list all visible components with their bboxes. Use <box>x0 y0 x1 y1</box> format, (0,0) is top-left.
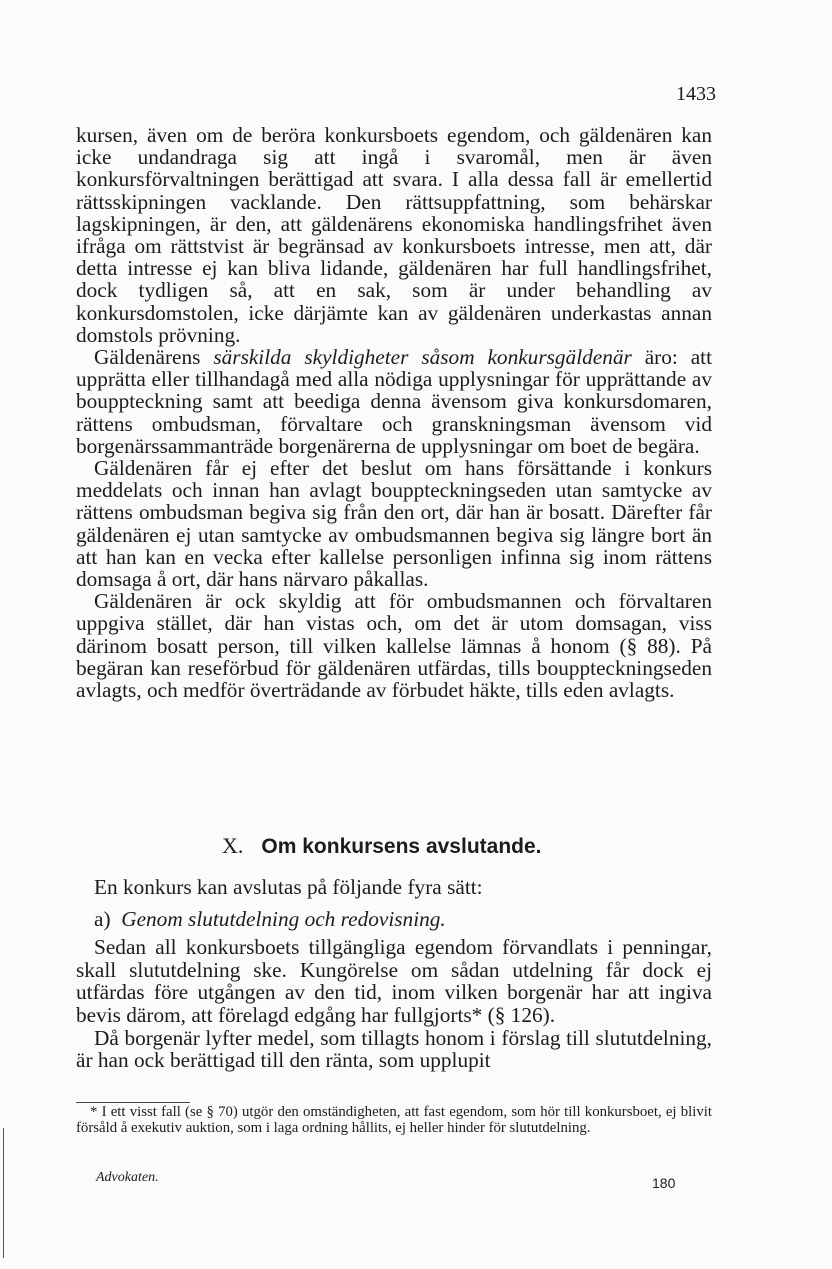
paragraph-4: Gäldenären är ock skyldig att för ombudsmannen och förvaltaren uppgiva stället, där han vistas och, om det är utom domsagan, viss därinom bosatt person, till vilken kallelse lämnas å honom (§ 88). På begäran kan reseförbud för gäldenären utfärdas, tills bouppteckningseden avlagts, och medför överträdande av förbudet häkte, tills eden avlagts. <box>76 589 712 703</box>
paragraph-2 <box>76 346 712 457</box>
scan-edge-line <box>3 1128 4 1258</box>
list-item-a <box>76 908 712 931</box>
paragraph-5: Sedan all konkursboets tillgängliga egendom förvandlats i penningar, skall slututdelning ske. Kungörelse om sådan utdelning får dock ej utfärdas före utgången av den tid, inom vilken borgenär har att ingiva bevis därom, att förelagd edgång har fullgjorts* (§ 126). <box>76 935 712 1027</box>
sheet-number: 180 <box>652 1175 676 1191</box>
signature-mark: Advokaten. <box>96 1170 159 1185</box>
footnote-divider <box>76 1102 190 1103</box>
section-title: Om konkursens avslutande. <box>261 835 542 858</box>
paragraph-2-emphasis: särskilda skyldigheter såsom konkursgäldenär <box>213 345 632 370</box>
paragraph-3: Gäldenären får ej efter det beslut om hans försättande i konkurs meddelats och innan han avlagt bouppteckningseden utan samtycke av rättens ombudsman begiva sig från den ort, där han är bosatt. Därefter får gäldenären ej utan samtycke av ombudsmannen begiva sig längre bort än att han kan en vecka efter kallelse personligen infinna sig inom rättens domsaga å ort, där hans närvaro påkallas. <box>76 456 712 592</box>
paragraph-2-end: äro: att upprätta eller tillhandagå med alla nödiga upplysningar för upprättande av bouppteckning samt att beediga denna ävensom giva konkursdomaren, rättens ombudsman, förvaltare och granskningsman ävensom vid borgenärssammanträde borgenärerna de upplysningar om boet de begära. <box>76 345 713 458</box>
paragraph-1: kursen, även om de beröra konkursboets egendom, och gäldenären kan icke undandraga sig att ingå i svaromål, men är även konkursförvaltningen berättigad att svara. I alla dessa fall är emellertid rättsskipningen vacklande. Den rättsuppfattning, som behärskar lagskipningen, är den, att gäldenärens ekonomiska handlingsfrihet även ifråga om rättstvist är begränsad av konkursboets intresse, men att, där detta intresse ej kan bliva lidande, gäldenären har full handlingsfrihet, dock tydligen så, att en sak, som är under behandling av konkursdomstolen, icke därjämte kan av gäldenären underkastas annan domstols prövning. <box>76 123 712 347</box>
section-number: X. <box>222 833 244 858</box>
section-heading <box>222 833 542 859</box>
paragraph-6: Då borgenär lyfter medel, som tillagts honom i förslag till slututdelning, är han ock berättigad till den ränta, som upplupit <box>76 1025 712 1073</box>
footnote: * I ett visst fall (se § 70) utgör den omständigheten, att fast egendom, som hör till konkursboet, ej blivit försåld å exekutiv auktion, som i laga ordning hållits, ej heller hinder för slututdelning. <box>76 1104 712 1136</box>
page-number: 1433 <box>676 83 716 105</box>
section-text <box>76 876 712 1072</box>
paragraph-2-start: Gäldenärens <box>94 345 214 370</box>
body-text <box>76 124 712 701</box>
list-item-a-text: Genom slututdelning och redovisning. <box>121 906 446 931</box>
section-intro: En konkurs kan avslutas på följande fyra sätt: <box>94 875 483 899</box>
list-item-a-label: a) <box>94 906 111 931</box>
